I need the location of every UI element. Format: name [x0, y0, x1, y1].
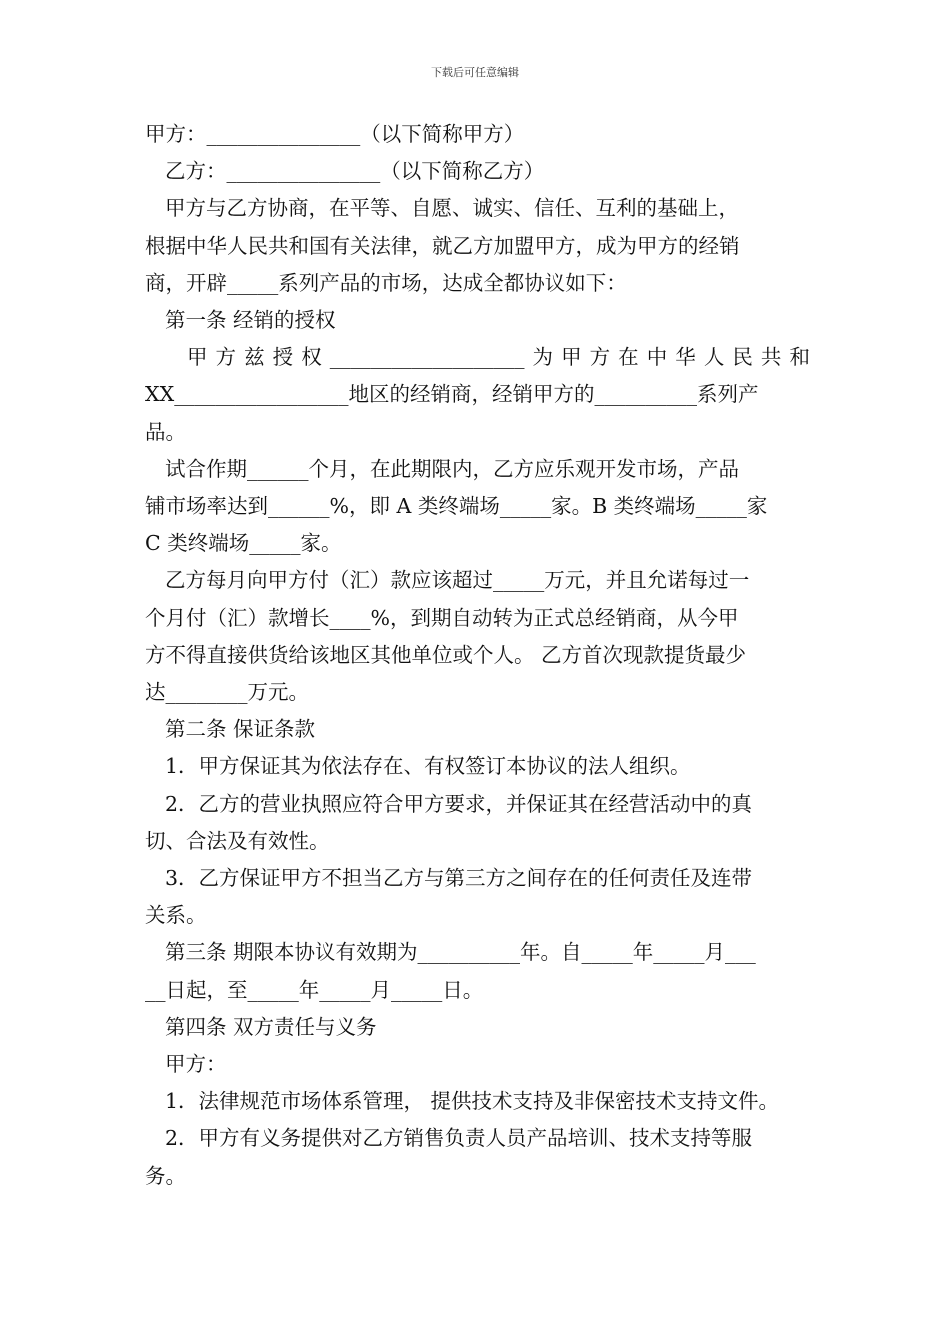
guarantee-item-3-line-2: 关系。 — [145, 903, 207, 928]
intro-paragraph-line-1: 甲方与乙方协商，在平等、自愿、诚实、信任、互利的基础上， — [165, 196, 739, 221]
party-a-duty-1: 1．法律规范市场体系管理， 提供技术支持及非保密技术支持文件。 — [165, 1089, 780, 1114]
article-1-heading: 第一条 经销的授权 — [165, 308, 336, 333]
authorization-line-2: XX_________________地区的经销商，经销甲方的__________系列产 — [145, 382, 759, 407]
download-note: 下载后可任意编辑 — [431, 66, 519, 79]
authorization-line-3: 品。 — [145, 419, 186, 444]
article-2-heading: 第二条 保证条款 — [165, 717, 316, 742]
intro-paragraph-line-3: 商，开辟_____系列产品的市场，达成全都协议如下： — [145, 270, 627, 295]
guarantee-item-2-line-2: 切、合法及有效性。 — [145, 828, 330, 853]
payment-line-4: 达________万元。 — [145, 680, 309, 705]
guarantee-item-1: 1．甲方保证其为依法存在、有权签订本协议的法人组织。 — [165, 754, 691, 779]
payment-line-2: 个月付（汇）款增长____%，到期自动转为正式总经销商，从今甲 — [145, 605, 739, 630]
party-a-duty-2-line-2: 务。 — [145, 1163, 186, 1188]
intro-paragraph-line-2: 根据中华人民共和国有关法律，就乙方加盟甲方，成为甲方的经销 — [145, 233, 740, 258]
contract-body — [145, 116, 810, 1195]
party-b-line: 乙方：_______________（以下简称乙方） — [165, 159, 545, 184]
party-a-line: 甲方：_______________（以下简称甲方） — [145, 122, 525, 146]
article-3-line-1: 第三条 期限本协议有效期为__________年。自_____年_____月___ — [165, 940, 756, 965]
article-4-heading: 第四条 双方责任与义务 — [165, 1014, 377, 1039]
trial-period-line-1: 试合作期______个月，在此期限内，乙方应乐观开发市场，产品 — [165, 456, 739, 481]
payment-line-3: 方不得直接供货给该地区其他单位或个人。 乙方首次现款提货最少 — [145, 642, 747, 667]
article-3-line-2: __日起，至_____年_____月_____日。 — [145, 977, 484, 1002]
authorization-line-1: 甲 方 兹 授 权 ___________________ 为 甲 方 在 中 华 人 民 共 和 — [187, 345, 810, 370]
payment-line-1: 乙方每月向甲方付（汇）款应该超过_____万元，并且允诺每过一 — [165, 568, 750, 593]
trial-period-line-2: 铺市场率达到______%，即 A 类终端场_____家。B 类终端场_____家 — [145, 494, 768, 519]
party-a-duty-2-line-1: 2．甲方有义务提供对乙方销售负责人员产品培训、技术支持等服 — [165, 1126, 753, 1151]
guarantee-item-2-line-1: 2．乙方的营业执照应符合甲方要求，并保证其在经营活动中的真 — [165, 791, 753, 816]
trial-period-line-3: C 类终端场_____家。 — [145, 531, 342, 556]
party-a-duties-label: 甲方： — [165, 1052, 227, 1077]
guarantee-item-3-line-1: 3．乙方保证甲方不担当乙方与第三方之间存在的任何责任及连带 — [165, 866, 753, 891]
